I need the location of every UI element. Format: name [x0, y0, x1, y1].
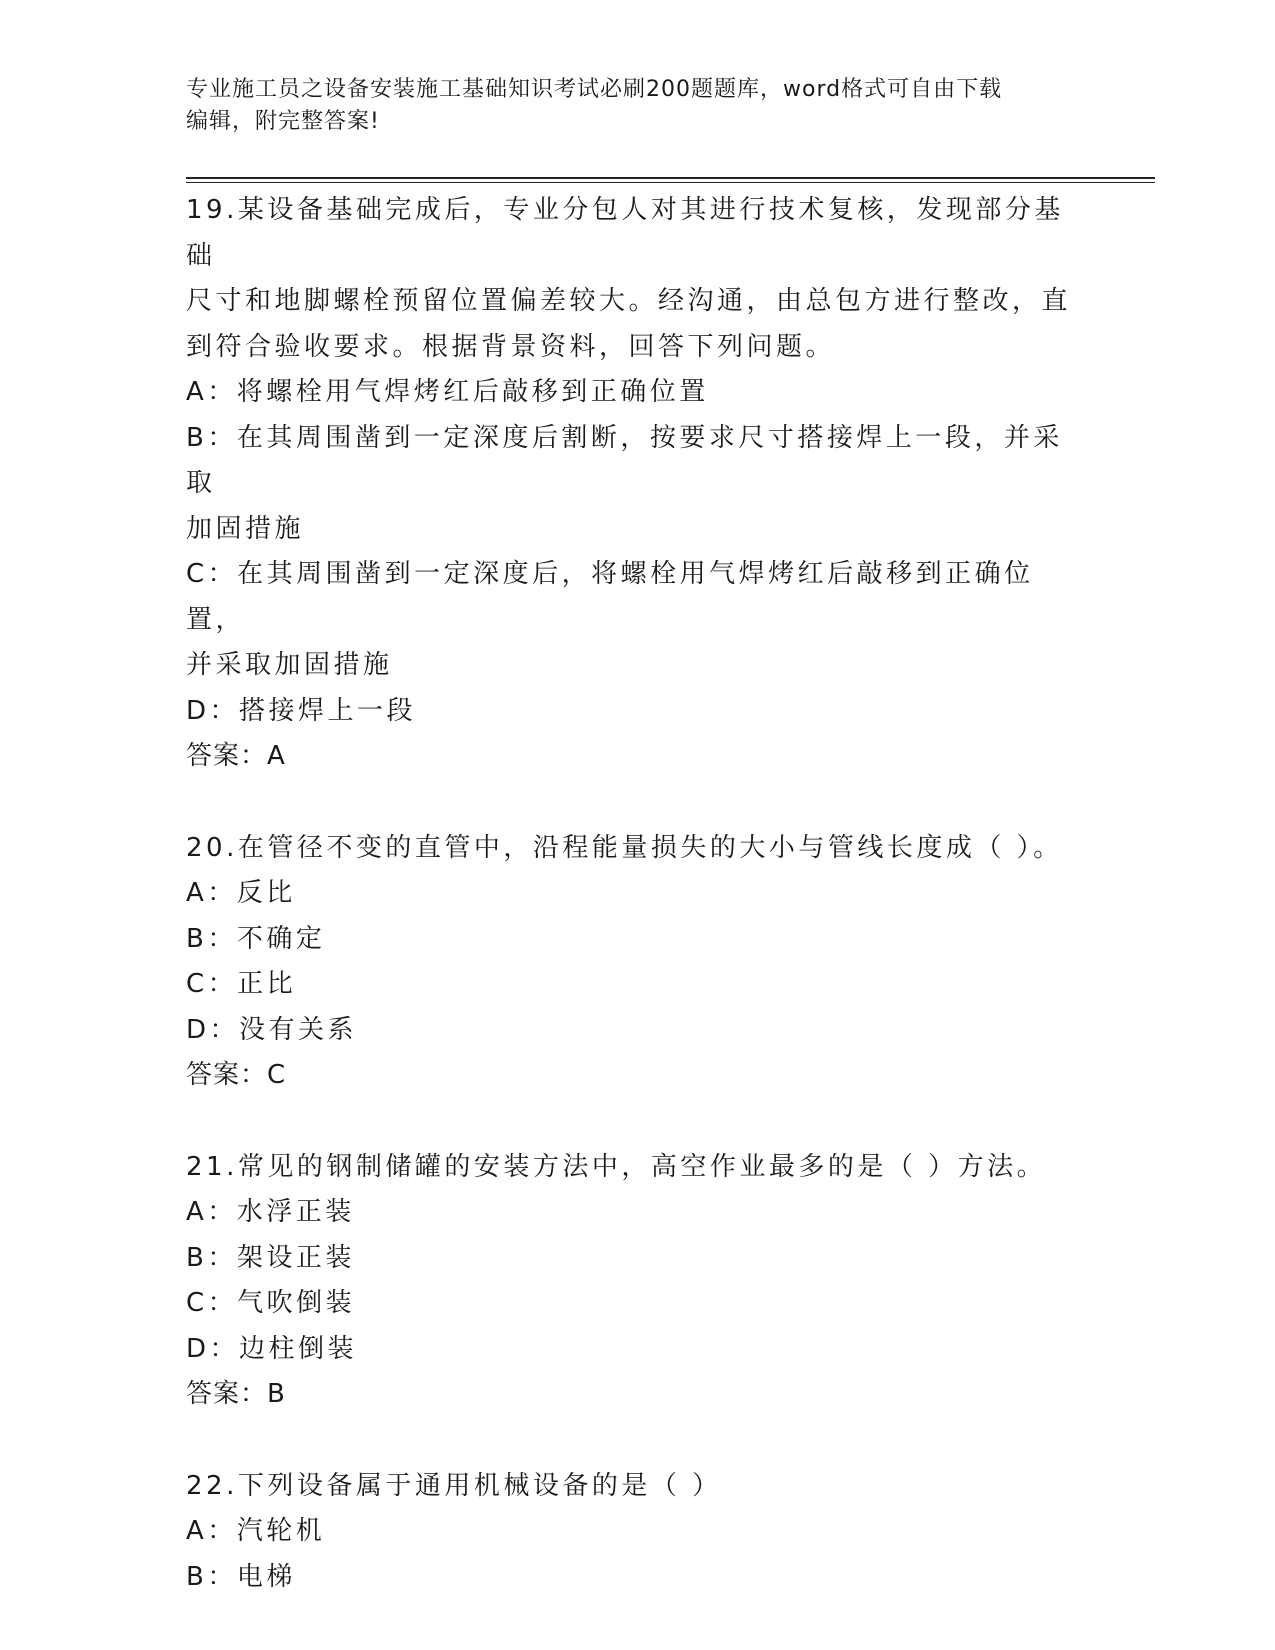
header-line-2: 编辑，附完整答案!	[186, 109, 380, 134]
option-c: C：气吹倒装	[186, 1288, 356, 1318]
question-stem-line: 22.下列设备属于通用机械设备的是（ ）	[186, 1470, 722, 1501]
option-a: A：将螺栓用气焊烤红后敲移到正确位置	[186, 377, 709, 407]
question-stem-line: 尺寸和地脚螺栓预留位置偏差较大。经沟通，由总包方进行整改，直	[186, 286, 1072, 316]
question-list	[186, 188, 1086, 1646]
option-a: A：反比	[186, 878, 296, 908]
header-divider-thick	[186, 177, 1155, 179]
question-22	[186, 1464, 1086, 1601]
option-b: B：在其周围凿到一定深度后割断，按要求尺寸搭接焊上一段，并采取	[186, 422, 1063, 498]
question-19	[186, 188, 1086, 780]
question-stem-line: 20.在管径不变的直管中，沿程能量损失的大小与管线长度成（ ）。	[186, 832, 1063, 863]
option-a: A：水浮正装	[186, 1197, 355, 1227]
option-a: A：汽轮机	[186, 1516, 326, 1546]
header-line-1: 专业施工员之设备安装施工基础知识考试必刷200题题库，word格式可自由下载	[186, 77, 1003, 102]
header-divider-thin	[186, 182, 1155, 183]
answer-label: 答案：C	[186, 1060, 287, 1090]
question-stem-line: 21.常见的钢制储罐的安装方法中，高空作业最多的是（ ）方法。	[186, 1151, 1047, 1182]
option-b-continued: 加固措施	[186, 513, 305, 544]
option-c-continued: 并采取加固措施	[186, 650, 393, 680]
option-d: D：边柱倒装	[186, 1333, 358, 1364]
answer-label: 答案：A	[186, 741, 286, 771]
option-c: C：正比	[186, 969, 297, 999]
question-21	[186, 1145, 1086, 1418]
option-d: D：搭接焊上一段	[186, 695, 417, 726]
option-c: C：在其周围凿到一定深度后，将螺栓用气焊烤红后敲移到正确位置，	[186, 559, 1034, 635]
question-20	[186, 826, 1086, 1099]
option-d: D：没有关系	[186, 1014, 358, 1045]
answer-label: 答案：B	[186, 1379, 286, 1409]
option-b: B：电梯	[186, 1561, 296, 1592]
option-b: B：架设正装	[186, 1242, 355, 1273]
question-stem-line: 19.某设备基础完成后，专业分包人对其进行技术复核，发现部分基础	[186, 195, 1064, 271]
document-header	[186, 74, 1086, 138]
question-stem-line: 到符合验收要求。根据背景资料，回答下列问题。	[186, 331, 836, 362]
option-b: B：不确定	[186, 923, 326, 954]
